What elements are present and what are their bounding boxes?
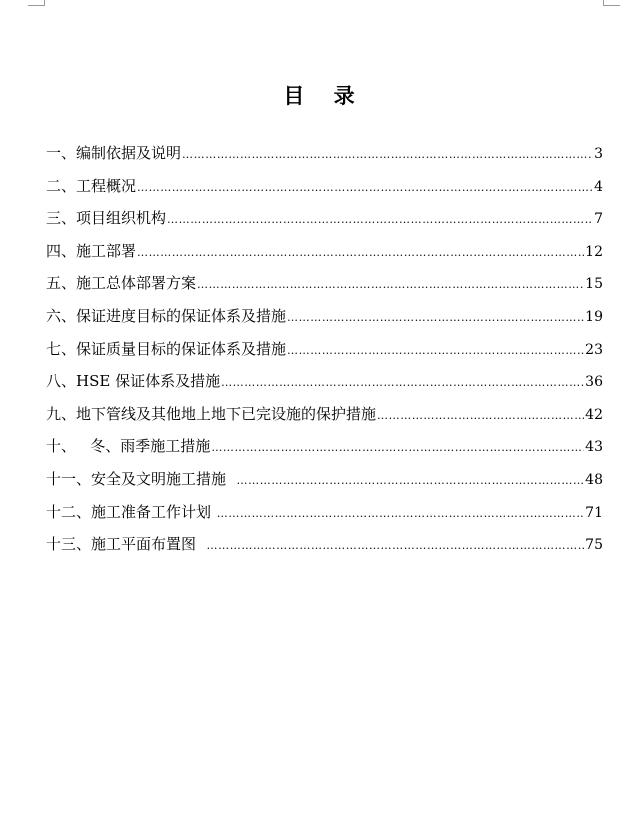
toc-leader-dots — [221, 373, 584, 393]
toc-entry-label: 二、工程概况 — [46, 176, 137, 195]
toc-leader-dots — [377, 406, 584, 426]
toc-entry-page: 15 — [585, 276, 603, 293]
table-of-contents — [46, 143, 603, 567]
toc-entry-label: 四、施工部署 — [46, 241, 137, 260]
toc-entry[interactable] — [46, 306, 603, 339]
toc-entry[interactable] — [46, 273, 603, 306]
toc-leader-dots — [217, 504, 584, 524]
toc-entry-label: 十二、施工准备工作计划 — [46, 502, 216, 521]
page-corner-mark-right — [603, 0, 620, 6]
toc-leader-dots — [207, 536, 585, 556]
toc-leader-dots — [197, 275, 584, 295]
toc-entry[interactable] — [46, 208, 603, 241]
toc-leader-dots — [137, 178, 593, 198]
toc-entry-page: 12 — [585, 243, 603, 260]
toc-entry-page: 71 — [585, 504, 603, 521]
toc-entry-label: 八、HSE 保证体系及措施 — [46, 372, 221, 391]
toc-leader-dots — [237, 471, 585, 491]
toc-leader-dots — [182, 145, 593, 165]
toc-entry[interactable] — [46, 371, 603, 404]
toc-leader-dots — [211, 438, 584, 458]
toc-leader-dots — [287, 308, 584, 328]
toc-entry[interactable] — [46, 404, 603, 437]
toc-entry-page: 42 — [585, 406, 603, 423]
toc-entry-page: 43 — [585, 439, 603, 456]
toc-entry[interactable] — [46, 339, 603, 372]
toc-entry-page: 19 — [585, 308, 603, 325]
toc-entry[interactable] — [46, 534, 603, 567]
page-title: 目 录 — [283, 83, 355, 108]
toc-entry-label: 十一、安全及文明施工措施 — [46, 469, 236, 488]
toc-entry[interactable] — [46, 436, 603, 469]
toc-entry[interactable] — [46, 241, 603, 274]
toc-entry-page: 75 — [585, 537, 603, 554]
toc-entry[interactable] — [46, 469, 603, 502]
toc-entry-page: 36 — [585, 374, 603, 391]
toc-entry[interactable] — [46, 176, 603, 209]
toc-entry-label: 七、保证质量目标的保证体系及措施 — [46, 339, 287, 358]
toc-entry-label: 五、施工总体部署方案 — [46, 274, 197, 293]
toc-entry-page: 23 — [585, 341, 603, 358]
toc-entry-label: 六、保证进度目标的保证体系及措施 — [46, 306, 287, 325]
toc-entry-label: 十、 冬、雨季施工措施 — [46, 437, 211, 456]
toc-entry-page: 7 — [594, 211, 603, 228]
toc-leader-dots — [137, 243, 584, 263]
toc-entry-page: 4 — [594, 178, 603, 195]
toc-leader-dots — [167, 210, 593, 230]
page-corner-mark-left — [28, 0, 45, 6]
toc-entry-page: 3 — [594, 146, 603, 162]
toc-leader-dots — [287, 341, 584, 361]
toc-entry-page: 48 — [585, 471, 603, 488]
toc-entry-label: 十三、施工平面布置图 — [46, 535, 206, 554]
toc-entry-label: 一、编制依据及说明 — [46, 144, 182, 162]
toc-entry-label: 九、地下管线及其他地上地下已完设施的保护措施 — [46, 404, 377, 423]
toc-entry-label: 三、项目组织机构 — [46, 209, 167, 228]
toc-entry[interactable] — [46, 143, 603, 176]
toc-entry[interactable] — [46, 502, 603, 535]
